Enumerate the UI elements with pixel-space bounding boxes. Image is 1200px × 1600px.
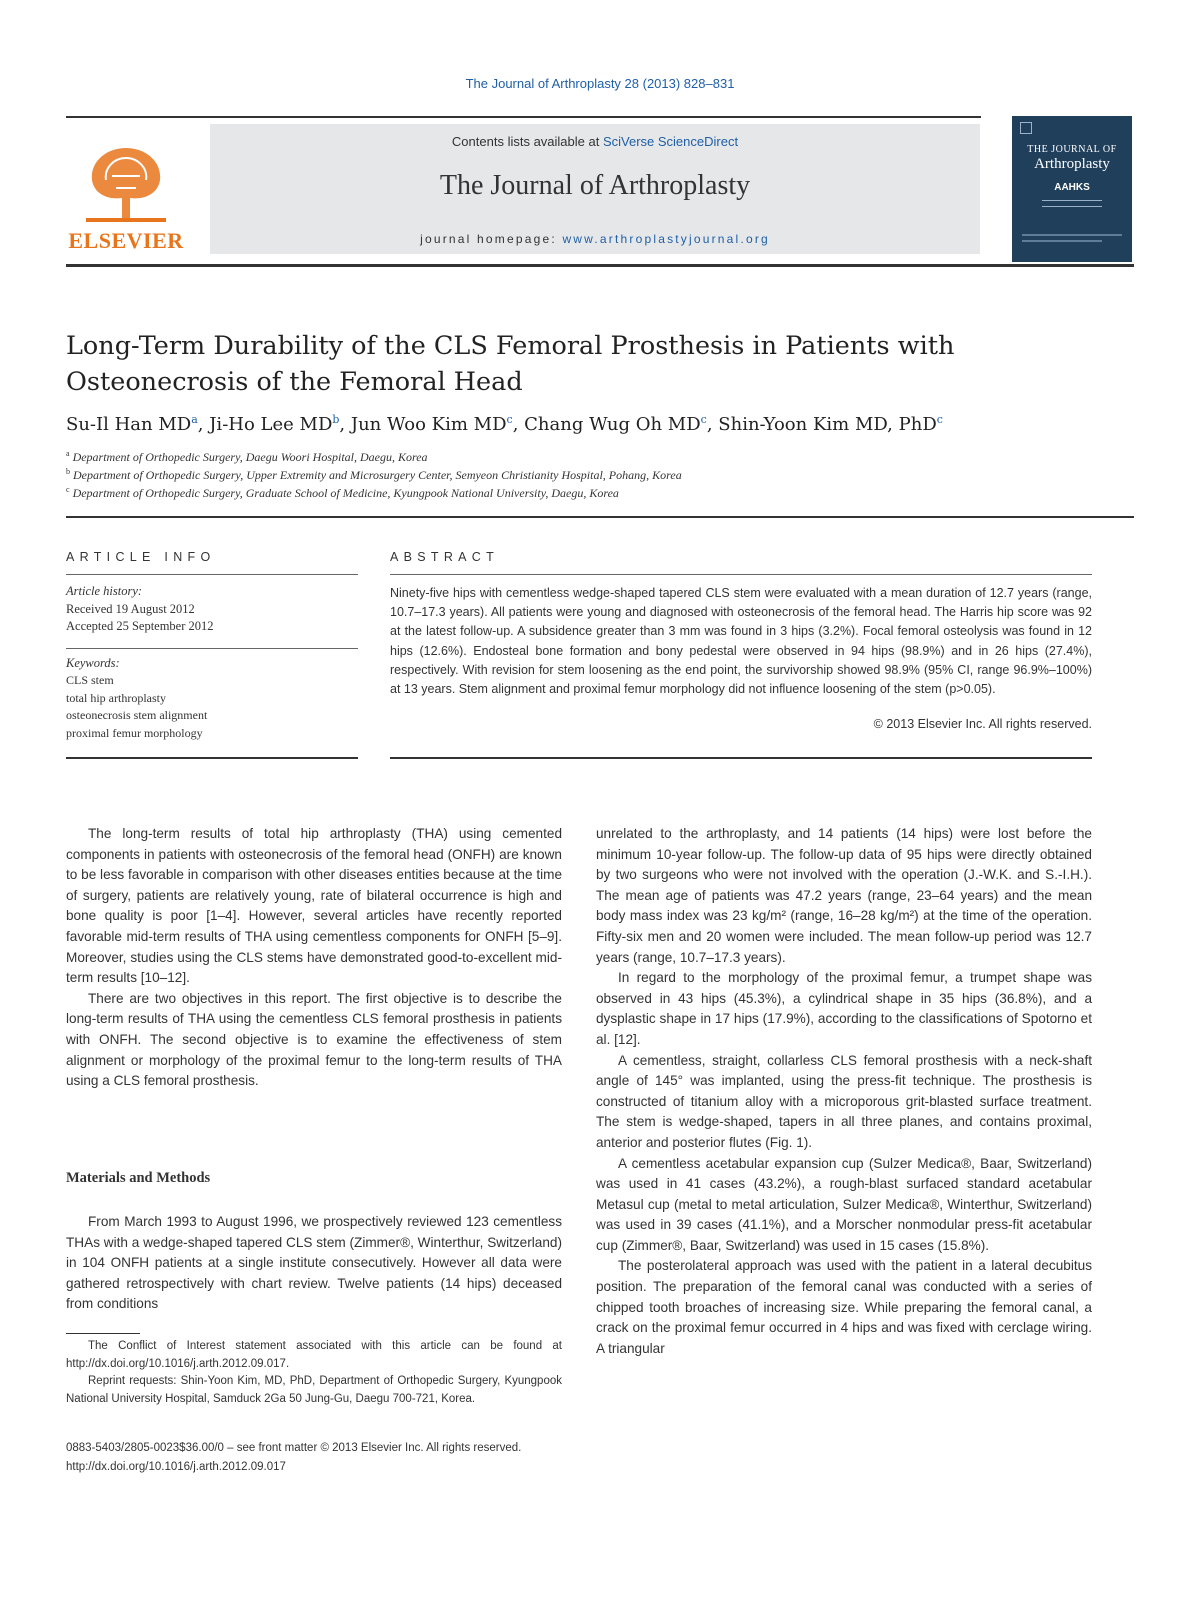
contents-prefix: Contents lists available at <box>451 134 603 149</box>
author-affiliation-mark[interactable]: c <box>936 413 943 426</box>
keyword: CLS stem <box>66 673 114 687</box>
article-title: Long-Term Durability of the CLS Femoral Prosthesis in Patients with Osteonecrosis of the Femoral Head <box>66 331 955 397</box>
sciencedirect-link[interactable]: SciVerse ScienceDirect <box>602 134 739 149</box>
elsevier-tree-icon <box>76 128 176 224</box>
reprint-footnote: Reprint requests: Shin-Yoon Kim, MD, PhD, Department of Orthopedic Surgery, Kyungpook National University Hospital, Samduck 2Ga 50 Jung-Gu, Daegu 700-721, Korea. <box>66 1375 562 1405</box>
author-separator: , <box>706 414 719 435</box>
author-list <box>66 413 1136 435</box>
author: Jun Woo Kim MD <box>350 414 507 435</box>
affiliation <box>66 467 1136 483</box>
paragraph: A cementless acetabular expansion cup (Sulzer Medica®, Baar, Switzerland) was used in 41 cases (43.2%), a rough-blast surfaced standard acetabular Metasul cup (metal to metal articulation, Sulzer Medica®, Winterthur, Switzerland) was used in 39 cases (41.1%), and a Morscher nonmodular press-fit acetabular cup (Zimmer®, Baar, Switzerland) was used in 15 cases (15.8%). <box>596 1155 1092 1253</box>
cover-mark-icon <box>1020 122 1032 134</box>
received-date: Received 19 August 2012 <box>66 601 195 616</box>
journal-reference[interactable]: The Journal of Arthroplasty 28 (2013) 828–831 <box>465 76 735 91</box>
paragraph: The posterolateral approach was used with the patient in a lateral decubitus position. The preparation of the femoral canal was conducted with a series of chipped tooth broaches of increasing size. While preparing the femoral canal, a crack on the proximal femur occurred in 4 hips and was fixed with cerclage wiring. A triangular <box>596 1258 1092 1356</box>
keywords-label: Keywords: <box>66 656 120 670</box>
affiliation-rule <box>66 516 1134 518</box>
journal-title: The Journal of Arthroplasty <box>439 170 751 201</box>
author-affiliation-mark[interactable]: c <box>506 413 513 426</box>
affiliation <box>66 449 1136 465</box>
journal-homepage <box>210 232 980 246</box>
article-info-heading: ARTICLE INFO <box>66 550 216 564</box>
issn-line: 0883-5403/2805-0023$36.00/0 – see front matter © 2013 Elsevier Inc. All rights reserved. <box>66 1442 522 1454</box>
cover-line2: Arthroplasty <box>1034 156 1110 172</box>
keyword: proximal femur morphology <box>66 725 203 740</box>
footnote-rule <box>66 1333 140 1334</box>
author: Shin-Yoon Kim MD, PhD <box>718 414 937 435</box>
affiliation-key: b <box>66 467 70 476</box>
elsevier-logo <box>66 128 186 256</box>
affiliation-text: Department of Orthopedic Surgery, Graduate School of Medicine, Kyungpook National University, Daegu, Korea <box>72 486 619 500</box>
keyword: osteonecrosis stem alignment <box>66 708 208 722</box>
author-separator: , <box>512 414 525 435</box>
affiliation-text: Department of Orthopedic Surgery, Daegu Woori Hospital, Daegu, Korea <box>72 450 428 464</box>
abstract-text: Ninety-five hips with cementless wedge-shaped tapered CLS stem were evaluated with a mean duration of 12.7 years (range, 10.7–17.3 years). All patients were young and diagnosed with osteonecrosis of the femoral head. The Harris hip score was 92 at the latest follow-up. A subsidence greater than 3 mm was found in 3 hips (3.2%). Focal femoral osteolysis was found in 12 hips (12.6%). Endosteal bone formation and bony pedestal were observed in 94 hips (98.9%) and in 26 hips (27.4%), respectively. With revision for stem loosening as the end point, the survivorship showed 98.9% (95% CI, range 96.9%–100%) at 13 years. Stem alignment and proximal femur morphology did not influence loosening of the stem (p>0.05). <box>390 586 1092 697</box>
section-heading: Materials and Methods <box>66 1170 211 1186</box>
journal-cover <box>1012 116 1132 262</box>
paragraph: In regard to the morphology of the proximal femur, a trumpet shape was observed in 43 hips (45.3%), a cylindrical shape in 35 hips (36.8%), and a dysplastic shape in 17 hips (17.9%), according to the classifications of Spotorno et al. [12]. <box>596 970 1092 1047</box>
history-label: Article history: <box>66 584 143 598</box>
paragraph: A cementless, straight, collarless CLS femoral prosthesis with a neck-shaft angle of 145° was implanted, using the press-fit technique. The prosthesis is constructed of titanium alloy with a microporous grit-blasted surface treatment. The stem is wedge-shaped, tapers in all three planes, and contains proximal, anterior and posterior flutes (Fig. 1). <box>596 1052 1092 1150</box>
homepage-link[interactable]: www.arthroplastyjournal.org <box>562 232 770 246</box>
author-affiliation-mark[interactable]: b <box>332 413 340 426</box>
accepted-date: Accepted 25 September 2012 <box>66 619 214 633</box>
article-history <box>66 583 358 636</box>
cover-text-line <box>1022 234 1122 236</box>
cover-line3: AAHKS <box>1054 182 1090 193</box>
author: Su-Il Han MD <box>66 414 192 435</box>
affiliation-key: a <box>66 449 70 458</box>
cover-text-line <box>1022 240 1102 242</box>
affiliation <box>66 485 1136 501</box>
footnotes <box>66 1338 562 1408</box>
abstract-rule <box>390 574 1092 575</box>
keyword: total hip arthroplasty <box>66 690 166 705</box>
paragraph: There are two objectives in this report. The first objective is to describe the long-term results of THA using the cementless CLS femoral prosthesis in patients with ONFH. The second objective is to examine the effectiveness of stem alignment or morphology of the proximal femur to the long-term results of THA using a CLS femoral prosthesis. <box>66 990 562 1089</box>
history-rule <box>66 648 358 649</box>
elsevier-wordmark: ELSEVIER <box>68 228 184 253</box>
contents-line <box>210 134 980 149</box>
paragraph: From March 1993 to August 1996, we prospectively reviewed 123 cementless THAs with a wedge-shaped tapered CLS stem (Zimmer®, Winterthur, Switzerland) in 104 ONFH patients at a single institute consecutively. However all data were gathered retrospectively with chart review. Twelve patients (14 hips) deceased from conditions <box>66 1214 562 1312</box>
cover-line1: THE JOURNAL OF <box>1027 144 1117 155</box>
body-right-column <box>596 824 1092 1359</box>
author: Ji-Ho Lee MD <box>209 414 333 435</box>
author-affiliation-mark[interactable]: a <box>191 413 198 426</box>
paragraph: The long-term results of total hip arthroplasty (THA) using cemented components in patients with osteonecrosis of the femoral head (ONFH) are known to be less favorable in comparison with other diseases entities because at the time of surgery, patients are relatively young, rate of bilateral occurrence is high and bone quality is poor [1–4]. However, several articles have recently reported favorable mid-term results of THA using cementless components for ONFH [5–9]. Moreover, studies using the CLS stems have demonstrated good-to-excellent mid-term results [10–12]. <box>66 826 562 986</box>
affiliation-key: c <box>66 485 70 494</box>
keyword-list <box>66 672 358 742</box>
body-left-column-2 <box>66 1212 562 1315</box>
copyright: © 2013 Elsevier Inc. All rights reserved. <box>873 717 1092 731</box>
author-separator: , <box>197 414 210 435</box>
author-affiliation-mark[interactable]: c <box>700 413 707 426</box>
paragraph: unrelated to the arthroplasty, and 14 patients (14 hips) were lost before the minimum 10-year follow-up. The follow-up data of 95 hips were directly obtained by two surgeons who were not involved with the operation (J.-W.K. and S.-I.H.). The mean age of patients was 47.2 years (range, 23–64 years) and the mean body mass index was 23 kg/m² (range, 16–28 kg/m²) at the time of the operation. Fifty-six men and 20 women were included. The mean follow-up period was 12.7 years (range, 10.7–17.3 years). <box>596 826 1092 965</box>
abstract-bottom-rule <box>390 757 1092 759</box>
article-info-bottom-rule <box>66 757 358 759</box>
author-separator: , <box>339 414 351 435</box>
affiliation-text: Department of Orthopedic Surgery, Upper Extremity and Microsurgery Center, Semyeon Christianity Hospital, Pohang, Korea <box>73 468 682 482</box>
cover-ornament <box>1042 200 1102 207</box>
abstract-heading: ABSTRACT <box>390 550 500 564</box>
coi-footnote: The Conflict of Interest statement associated with this article can be found at http://dx.doi.org/10.1016/j.arth.2012.09.017. <box>66 1340 562 1370</box>
author: Chang Wug Oh MD <box>524 414 701 435</box>
doi-link[interactable]: http://dx.doi.org/10.1016/j.arth.2012.09.017 <box>66 1461 286 1473</box>
article-info-rule <box>66 574 358 575</box>
header-bottom-rule <box>66 264 1134 267</box>
homepage-prefix: journal homepage: <box>420 232 563 246</box>
header-rule <box>66 116 981 118</box>
body-left-column <box>66 824 562 1092</box>
